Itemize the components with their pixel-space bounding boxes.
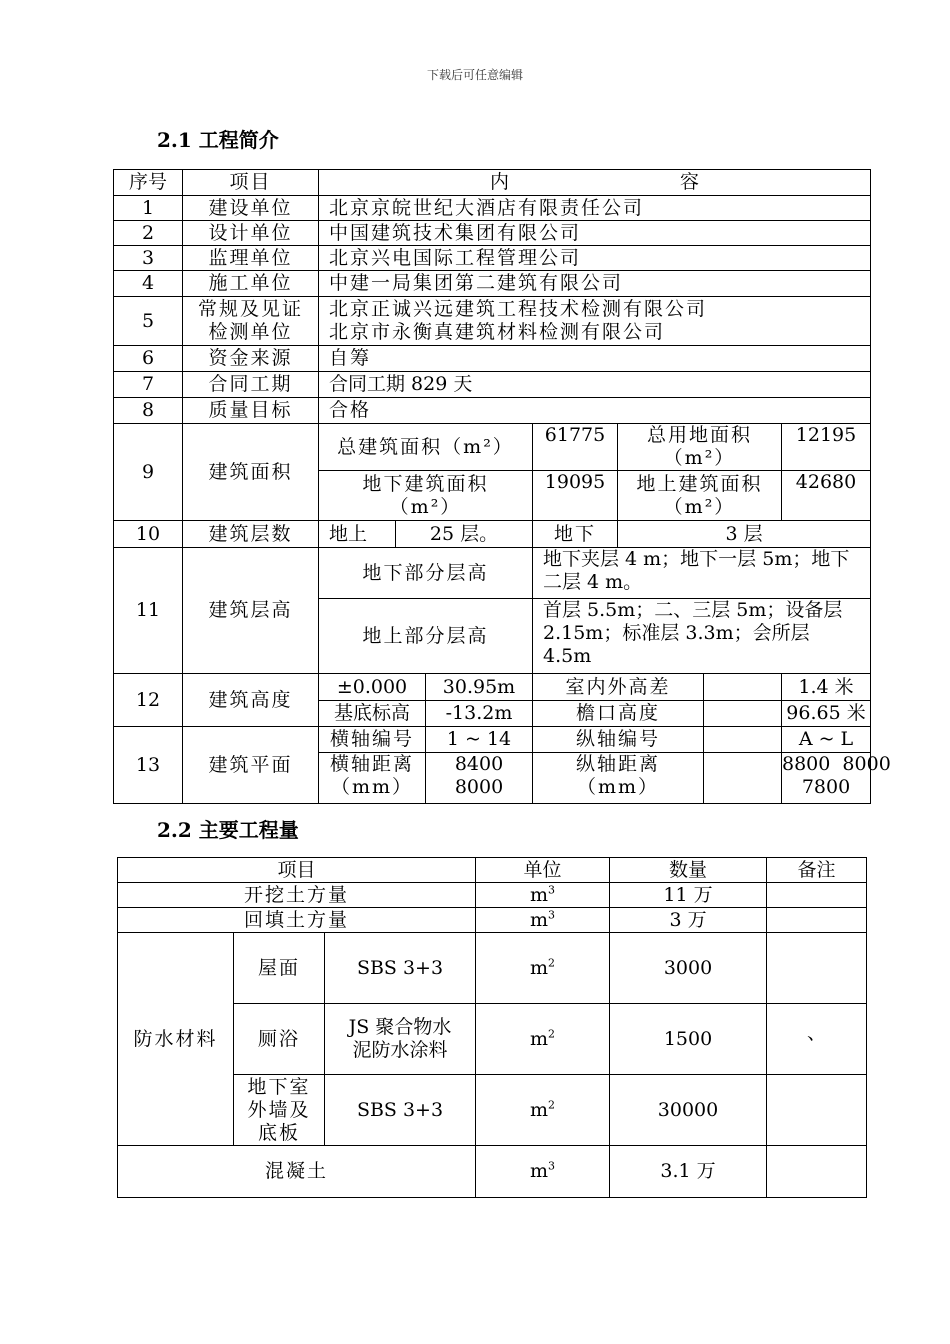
unit-exponent: 3 [548,1159,556,1173]
label-line: 纵轴距离 [575,753,660,775]
unit-base: m [530,883,549,906]
row-item: 建筑层数 [183,521,319,548]
table-row [114,674,871,701]
table-row [114,424,871,471]
part-line: 地下室 [247,1075,311,1098]
row-no: 7 [114,372,183,398]
height-diff-value: 1.4 米 [782,674,871,701]
col-header-unit: 单位 [476,858,610,883]
v-dist-value [782,753,891,804]
col-header-no: 序号 [114,170,183,196]
table-row [114,548,871,599]
zero-elevation-label: ±0.000 [319,674,426,701]
table-row [114,271,871,297]
h-axis-value: 1 ~ 14 [426,727,533,753]
eave-height-label: 檐口高度 [533,701,704,726]
quantity-value: 3.1 万 [610,1146,767,1198]
v-dist-spacer [704,753,781,803]
unit-base: m [530,908,549,931]
table-row [114,297,871,346]
col-header-note: 备注 [767,858,867,883]
row-item: 建筑面积 [183,424,319,521]
quantity-unit [476,933,610,1004]
section-title-overview: 2.1 工程简介 [157,128,279,152]
label-line: 地下建筑面积 [362,472,489,495]
row-item [183,297,319,346]
height-diff-label: 室内外高差 [533,674,704,700]
unit-base: m [530,1027,549,1050]
aboveground-height-value: 首层 5.5m；二、三层 5m；设备层 2.15m；标准层 3.3m；会所层 4.5m [533,599,871,674]
row-item: 建筑平面 [183,727,319,804]
waterproof-part: 屋面 [234,933,325,1004]
waterproof-material [325,1004,476,1075]
h-dist-label [319,753,426,804]
underground-area-value: 19095 [533,471,618,521]
quantity-value: 3 万 [610,908,767,933]
eave-cell [533,701,782,727]
land-area-value: 12195 [782,424,871,471]
zero-elevation-value: 30.95m [426,674,533,701]
unit-exponent: 3 [548,883,556,897]
table-row [114,372,871,398]
label-line: （m²） [663,495,736,518]
quantity-unit [476,1004,610,1075]
unit-base: m [530,1098,549,1121]
row-item: 建筑高度 [183,674,319,727]
unit-exponent: 2 [548,1098,556,1112]
v-axis-cell [533,727,782,753]
unit-exponent: 2 [548,956,556,970]
row-item: 合同工期 [183,372,319,398]
v-axis-spacer [704,727,781,752]
unit-exponent: 2 [548,1027,556,1041]
row-value-line: 北京正诚兴远建筑工程技术检测有限公司 [329,298,708,320]
v-dist-label [533,753,704,803]
table-row [114,521,871,548]
label-line: 地上建筑面积 [636,472,763,495]
row-no: 6 [114,346,183,372]
total-area-value: 61775 [533,424,618,471]
h-dist-value [426,753,533,804]
value-line: 8400 [454,753,504,775]
row-no: 1 [114,196,183,221]
aboveground-height-label: 地上部分层高 [319,599,533,674]
row-value: 北京兴电国际工程管理公司 [319,246,871,271]
material-line: 泥防水涂料 [352,1039,448,1061]
row-no: 8 [114,398,183,424]
part-line: 外墙及 [247,1098,311,1121]
quantity-note [767,1146,867,1198]
label-line: 横轴距离 [329,753,414,775]
floors-below-value: 3 层 [618,521,871,548]
col-header-qty: 数量 [610,858,767,883]
table-header-row [114,170,871,196]
waterproof-part [234,1075,325,1146]
underground-height-value: 地下夹层 4 m；地下一层 5m；地下二层 4 m。 [533,548,871,599]
table-row [118,883,867,908]
quantity-value: 11 万 [610,883,767,908]
row-no: 10 [114,521,183,548]
row-value: 北京京皖世纪大酒店有限责任公司 [319,196,871,221]
eave-height-value: 96.65 米 [782,701,871,727]
quantity-value: 3000 [610,933,767,1004]
row-no: 4 [114,271,183,297]
row-item: 资金来源 [183,346,319,372]
value-line: 7800 [801,776,851,798]
value-line: 8000 [454,776,504,798]
quantity-value: 1500 [610,1004,767,1075]
label-line: （m²） [389,495,462,518]
part-line: 底板 [257,1121,300,1144]
quantity-note [767,908,867,933]
table-row [114,398,871,424]
row-no: 12 [114,674,183,727]
h-axis-label: 横轴编号 [319,727,426,753]
waterproof-material: SBS 3+3 [325,1075,476,1146]
underground-height-label: 地下部分层高 [319,548,533,599]
col-header-content: 内 容 [319,170,871,196]
row-item: 建设单位 [183,196,319,221]
aboveground-area-value: 42680 [782,471,871,521]
table-row [114,346,871,372]
quantity-item: 回填土方量 [118,908,476,933]
row-item: 建筑层高 [183,548,319,674]
row-value: 中国建筑技术集团有限公司 [319,221,871,246]
table-row [118,1146,867,1198]
row-no: 2 [114,221,183,246]
unit-base: m [530,1160,549,1182]
table-row [114,246,871,271]
underground-area-label [319,471,533,521]
overview-table [113,169,891,804]
table-row [118,908,867,933]
quantity-unit [476,1146,610,1198]
row-value: 中建一局集团第二建筑有限公司 [319,271,871,297]
row-no: 9 [114,424,183,521]
row-value: 合同工期 829 天 [319,372,871,398]
row-no: 13 [114,727,183,804]
waterproof-group: 防水材料 [118,933,234,1146]
quantity-item: 开挖土方量 [118,883,476,908]
unit-base: m [530,956,549,979]
table-row [114,196,871,221]
quantities-table [117,857,867,1198]
floors-below-label: 地下 [533,521,618,548]
floors-above-cell [319,521,533,548]
waterproof-material: SBS 3+3 [325,933,476,1004]
label-line: 总用地面积 [646,424,752,446]
row-no: 5 [114,297,183,346]
label-line: （mm） [576,776,660,798]
row-value: 合格 [319,398,871,424]
quantity-note [767,883,867,908]
height-diff-value-spacer [704,674,781,700]
row-no: 11 [114,548,183,674]
material-line: JS 聚合物水 [348,1016,452,1038]
row-item: 监理单位 [183,246,319,271]
quantity-unit [476,883,610,908]
quantity-unit [476,908,610,933]
table-row [118,933,867,1004]
quantity-note [767,933,867,1004]
table-header-row [118,858,867,883]
table-row [114,221,871,246]
floors-above-label: 地上 [319,521,396,547]
row-no: 3 [114,246,183,271]
eave-value-spacer [704,701,781,726]
unit-exponent: 3 [548,908,556,922]
row-item: 施工单位 [183,271,319,297]
height-diff-cell [533,674,782,701]
quantity-value: 30000 [610,1075,767,1146]
v-axis-value: A ~ L [782,727,871,753]
section-title-quantities: 2.2 主要工程量 [157,818,299,842]
row-item-line: 常规及见证 [197,298,303,320]
quantity-unit [476,1075,610,1146]
row-value [319,297,871,346]
v-dist-cell [533,753,782,804]
page-header-note: 下载后可任意编辑 [426,68,523,82]
v-axis-label: 纵轴编号 [533,727,704,752]
label-line: （m²） [663,447,736,469]
quantity-note [767,1075,867,1146]
base-elevation-label: 基底标高 [319,701,426,727]
row-item-line: 检测单位 [208,321,293,343]
row-item: 设计单位 [183,221,319,246]
row-value: 自筹 [319,346,871,372]
value-line: 8800 8000 [782,753,891,775]
land-area-label [618,424,782,471]
col-header-item: 项目 [118,858,476,883]
total-area-label: 总建筑面积（m²） [319,424,533,471]
quantity-item: 混凝土 [118,1146,476,1198]
col-header-item: 项目 [183,170,319,196]
aboveground-area-label [618,471,782,521]
base-elevation-value: -13.2m [426,701,533,727]
table-row [114,727,871,753]
waterproof-part: 厕浴 [234,1004,325,1075]
row-value-line: 北京市永衡真建筑材料检测有限公司 [329,321,666,343]
label-line: （mm） [330,776,414,798]
floors-above-value: 25 层。 [429,523,499,545]
quantity-note: 、 [767,1004,867,1075]
row-item: 质量目标 [183,398,319,424]
